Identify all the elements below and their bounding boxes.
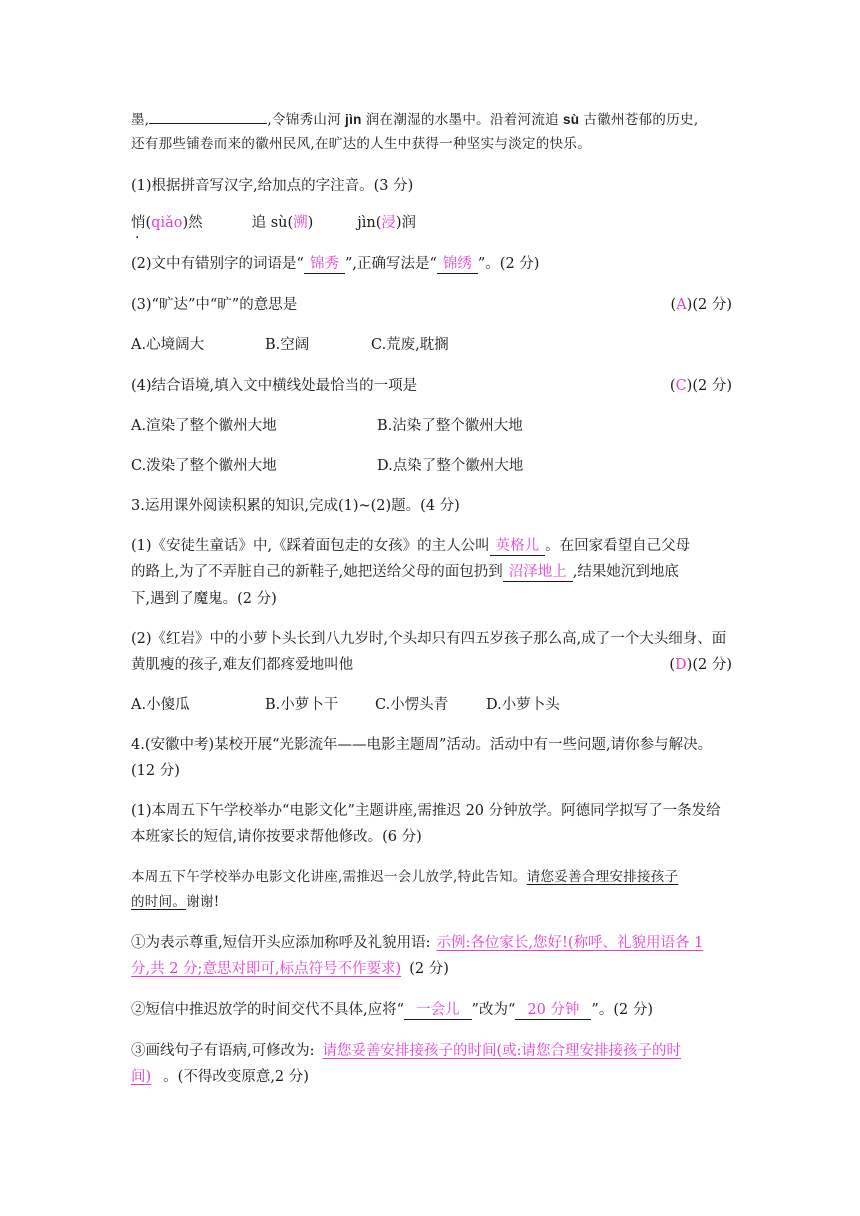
- answer-location: 沼泽地上: [503, 563, 573, 582]
- c2-text: ②短信中推迟放学的时间交代不具体,应将“: [131, 1002, 405, 1018]
- item-suffix: ): [307, 215, 314, 231]
- passage-line-2: [131, 133, 732, 155]
- answer-c1: 示例:各位家长,您好!(称呼、礼貌用语各 1: [436, 935, 704, 951]
- s4-c1-line2: [131, 958, 732, 980]
- s3-text: ,结果她沉到地底: [572, 564, 679, 580]
- passage-text: 润在潮湿的水墨中。沿着河流追: [365, 112, 559, 128]
- s3-q2-options: [131, 694, 732, 716]
- answer-protagonist: 英格儿: [490, 537, 546, 556]
- option-b: B.小萝卜干: [265, 697, 339, 713]
- s3-text: 黄肌瘦的孩子,难友们都疼爱地叫他: [131, 657, 354, 673]
- sms-text: 谢谢!: [186, 894, 220, 910]
- c1-text: ①为表示尊重,短信开头应添加称呼及礼貌用语:: [131, 935, 431, 951]
- score: (2 分): [409, 961, 449, 977]
- dotted-char: 悄: [131, 215, 146, 231]
- s4-c1-line1: [131, 932, 732, 954]
- sms-underlined: 请您妥善合理安排接孩子: [526, 869, 679, 885]
- answer-c3: 请您妥善安排接孩子的时间(或:请您合理安排接孩子的时: [322, 1043, 682, 1059]
- answer-jin: 浸: [381, 215, 396, 231]
- passage-line-1: [131, 108, 732, 131]
- option-a: A.渲染了整个徽州大地: [131, 418, 277, 434]
- pinyin-su: sù: [558, 112, 584, 127]
- c3-text: ③画线句子有语病,可修改为:: [131, 1043, 315, 1059]
- s3-q1-line2: [131, 561, 732, 583]
- answer-c3-cont: 间): [131, 1069, 152, 1085]
- c2-text: ”改为“: [471, 1002, 516, 1018]
- q2-text: ”,正确写法是“: [344, 256, 437, 272]
- option-c: C.荒废,耽搁: [371, 337, 449, 353]
- c3-text: 。(不得改变原意,2 分): [163, 1069, 309, 1085]
- sms-text: 本周五下午学校举办电影文化讲座,需推迟一会儿放学,特此告知。: [131, 869, 527, 885]
- passage-blank: [149, 108, 267, 124]
- answer-wrong-word: 锦秀: [304, 255, 345, 274]
- q4-text: (4)结合语境,填入文中横线处最恰当的一项是: [131, 378, 418, 394]
- question-4-stem: [131, 375, 732, 397]
- score: (2 分): [692, 657, 732, 673]
- question-3-stem: [131, 294, 732, 316]
- item-prefix: 追 sù(: [251, 215, 294, 231]
- pinyin-jin: jìn: [341, 112, 366, 127]
- s3-q2-answer-score: (D)(2 分): [669, 657, 732, 673]
- option-d: D.小萝卜头: [486, 697, 560, 713]
- passage-text: 古徽州苍郁的历史,: [583, 112, 699, 128]
- s4-c2: [131, 999, 732, 1021]
- item-qiao: [131, 212, 247, 234]
- answer-c2-new: 20 分钟: [515, 1001, 591, 1020]
- s3-q1-line1: [131, 535, 732, 557]
- option-d: D.点染了整个徽州大地: [377, 458, 524, 474]
- passage-text: ,令锦秀山河: [267, 112, 341, 128]
- sms-line-1: [131, 866, 732, 888]
- answer-q4: C: [675, 378, 687, 394]
- question-2: [131, 253, 732, 275]
- s4-c3-line1: [131, 1040, 732, 1062]
- answer-s3-q2: D: [675, 657, 687, 673]
- s3-text: 。在回家看望自己父母: [545, 538, 691, 554]
- q2-text: (2)文中有错别字的词语是“: [131, 256, 304, 272]
- answer-correct-word: 锦绣: [437, 255, 478, 274]
- option-c: C.小愣头青: [375, 697, 449, 713]
- question-4-options-row1: [131, 415, 732, 437]
- question-1-stem: (1)根据拼音写汉字,给加点的字注音。(3 分): [131, 178, 414, 194]
- s3-text: 的路上,为了不弄脏自己的新鞋子,她把送给父母的面包扔到: [131, 564, 503, 580]
- s3-q1-line3: 下,遇到了魔鬼。(2 分): [131, 591, 277, 607]
- c2-text: ”。(2 分): [591, 1002, 653, 1018]
- answer-c1-cont: 分,共 2 分;意思对即可,标点符号不作要求): [131, 961, 402, 977]
- section-3-title: 3.运用课外阅读积累的知识,完成(1)~(2)题。(4 分): [131, 498, 460, 514]
- item-suffix: )然: [182, 215, 203, 231]
- option-a: A.心境阔大: [131, 337, 205, 353]
- section-4-title-line1: 4.(安徽中考)某校开展“光影流年——电影主题周”活动。活动中有一些问题,请你参与解决。: [131, 737, 713, 753]
- paren: (: [145, 215, 152, 231]
- passage-text: 还有那些铺卷而来的徽州民风,在旷达的人生中获得一种坚实与淡定的快乐。: [131, 136, 591, 152]
- sms-underlined: 的时间。: [131, 894, 187, 910]
- s4-c3-line2: [131, 1066, 732, 1088]
- option-b: B.沾染了整个徽州大地: [377, 418, 523, 434]
- option-c: C.泼染了整个徽州大地: [131, 458, 277, 474]
- item-su: [252, 212, 353, 234]
- question-1-items: [131, 212, 732, 234]
- question-3-options: [131, 334, 732, 356]
- s4-q1-line1: (1)本周五下午学校举办“电影文化”主题讲座,需推迟 20 分钟放学。阿德同学拟写了一条发给: [131, 803, 721, 819]
- answer-q3: A: [676, 297, 687, 313]
- q2-text: ”。(2 分): [477, 256, 540, 272]
- question-4-options-row2: [131, 455, 732, 477]
- q4-answer-score: (C)(2 分): [669, 378, 732, 394]
- item-jin: [357, 212, 416, 234]
- q3-answer-score: (A)(2 分): [670, 297, 732, 313]
- item-prefix: jìn(: [357, 215, 382, 231]
- answer-qiao: qiǎo: [151, 215, 183, 231]
- option-b: B.空阔: [265, 337, 310, 353]
- section-4-title-line2: (12 分): [131, 763, 180, 779]
- q3-text: (3)“旷达”中“旷”的意思是: [131, 297, 298, 313]
- answer-su: 溯: [293, 215, 308, 231]
- item-suffix: )润: [395, 215, 417, 231]
- score: (2 分): [692, 297, 732, 313]
- score: (2 分): [692, 378, 732, 394]
- s3-text: (1)《安徒生童话》中,《踩着面包走的女孩》的主人公叫: [131, 538, 490, 554]
- passage-text: 墨,: [131, 112, 150, 128]
- answer-c2-old: 一会儿: [404, 1001, 472, 1020]
- s3-q2-line1: (2)《红岩》中的小萝卜头长到八九岁时,个头却只有四五岁孩子那么高,成了一个大头细身、面: [131, 631, 727, 647]
- option-a: A.小傻瓜: [131, 697, 190, 713]
- s4-q1-line2: 本班家长的短信,请你按要求帮他修改。(6 分): [131, 829, 422, 845]
- sms-line-2: [131, 891, 732, 913]
- s3-q2-line2: [131, 654, 732, 676]
